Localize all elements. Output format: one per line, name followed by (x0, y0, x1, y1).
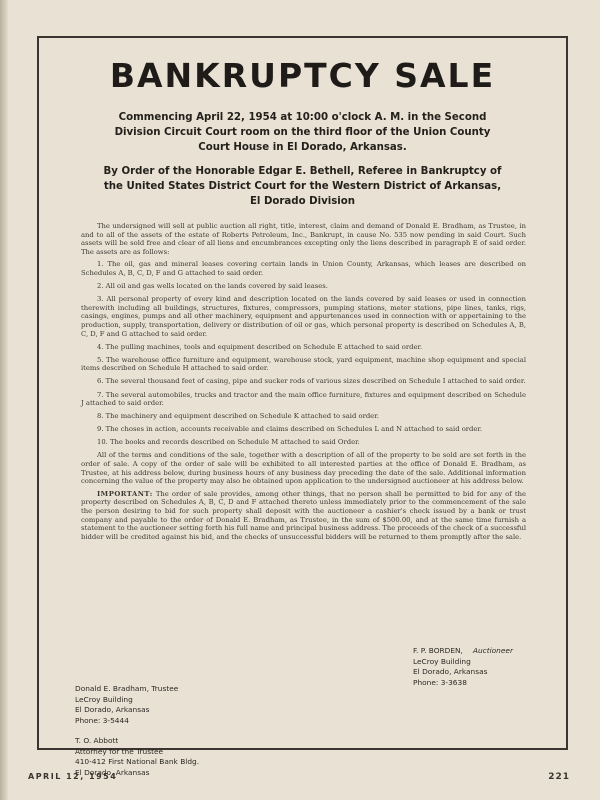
auctioneer-phone: Phone: 3-3638 (413, 677, 467, 687)
asset-item-4: 4. The pulling machines, tools and equipment described on Schedule E attached to said order. (97, 342, 423, 351)
page-number: 221 (548, 772, 570, 782)
trustee-name: Donald E. Bradham, Trustee (75, 684, 179, 693)
important-text: The order of sale provides, among other things, that no person shall be permitted to bid for any of the property described on Schedules A, B, C, D and F attached thereto unless immediately prior to the commencement of the sale the person desiring to bid for such property shall deposit with the auctioneer a cashier's check issued by a bank or trust company and payable to the order of Donald E. Bradham, as Trustee, in the sum of $500.00, and at the same time furnish a statement to the auctioneer setting forth his full name and principal business address. The proceeds of the check of a successful bidder will be credited against his bid, and the checks of unsuccessful bidders will be returned to them promptly after the sale. (81, 489, 526, 541)
attorney-city: El Dorado, Arkansas (75, 767, 150, 777)
asset-item-6: 6. The several thousand feet of casing, pipe and sucker rods of various sizes described on Schedule I attached to said order. (97, 377, 526, 386)
important-label: IMPORTANT: (97, 489, 153, 498)
trustee-city: El Dorado, Arkansas (75, 705, 150, 714)
asset-item-1: 1. The oil, gas and mineral leases covering certain lands in Union County, Arkansas, which leases are described on Schedules A, B, C, D, F and G attached to said order. (81, 260, 526, 277)
court-order-subhead: By Order of the Honorable Edgar E. Bethell, Referee in Bankruptcy of the United States District Court for the Western District of Arkansas, El Dorado Division (103, 166, 502, 207)
important-paragraph (81, 490, 526, 542)
asset-item-8: 8. The machinery and equipment described on Schedule K attached to said order. (97, 412, 379, 421)
asset-item-2: 2. All oil and gas wells located on the lands covered by said leases. (97, 282, 328, 291)
auctioneer-name-row (413, 646, 513, 657)
auctioneer-city: El Dorado, Arkansas (413, 667, 488, 676)
page-spine-shadow (0, 0, 8, 800)
asset-item-7: 7. The several automobiles, trucks and tractor and the main office furniture, fixtures and equipment described on Schedule J attached to said order. (81, 390, 526, 408)
trustee-building: LeCroy Building (75, 694, 133, 704)
auctioneer-building: LeCroy Building (413, 656, 471, 666)
sale-body (81, 222, 526, 545)
attorney-name: T. O. Abbott (75, 736, 119, 745)
terms-paragraph: All of the terms and conditions of the sale, together with a description of all of the property to be sold are set forth in the order of sale. A copy of the order of sale will be exhibited to all interested parties at the office of Donald E. Bradham, as Trustee, at his address below, during business hours of any business day preceding the date of the sale. Additional information concerning the value of the property may also be obtained upon application to the undersigned auctioneer at his address below. (81, 451, 526, 486)
attorney-building: 410-412 First National Bank Bldg. (75, 757, 200, 766)
sale-date-subhead: Commencing April 22, 1954 at 10:00 o'clock A. M. in the Second Division Circuit Court room on the third floor of the Union County Court House in El Dorado, Arkansas. (114, 112, 491, 153)
asset-item-10: 10. The books and records described on Schedule M attached to said Order. (97, 438, 360, 447)
trustee-phone: Phone: 3-5444 (75, 715, 129, 725)
issue-date: APRIL 12, 1954 (28, 772, 118, 781)
asset-item-5: 5. The warehouse office furniture and equipment, warehouse stock, yard equipment, machine shop equipment and special items described on Schedule H attached to said order. (81, 355, 526, 373)
attorney-role: Attorney for the Trustee (75, 746, 164, 756)
trustee-contact (75, 684, 178, 726)
intro-paragraph: The undersigned will sell at public auction all right, title, interest, claim and demand of Donald E. Bradham, as Trustee, in and to all of the assets of the estate of Roberts Petroleum, Inc., Bankrupt, in cause No. 535 now pending in said Court. Such assets will be sold free and clear of all liens and encumbrances excepting only the liens described in paragraph E of said order. The assets are as follows: (81, 222, 526, 256)
auctioneer-role: Auctioneer (472, 646, 513, 655)
auctioneer-contact (413, 646, 513, 688)
asset-item-9: 9. The choses in action, accounts receivable and claims described on Schedules L and N attached to said order. (97, 425, 483, 434)
ad-title: BANKRUPTCY SALE (109, 56, 496, 95)
asset-item-3: 3. All personal property of every kind and description located on the lands covered by said leases or used in connection therewith including all buildings, structures, fixtures, compressors, pumping stations, meter stations, pipe lines, tanks, rigs, casings, engines, pumps and all other machinery, equipment and appurtenances used in connection with or appertaining to the production, supply, transportation, delivery or distribution of oil or gas, which personal property is described on Schedules A, B, C, D, F and G attached to said order. (81, 295, 526, 338)
auctioneer-name: F. P. BORDEN, (413, 646, 463, 655)
